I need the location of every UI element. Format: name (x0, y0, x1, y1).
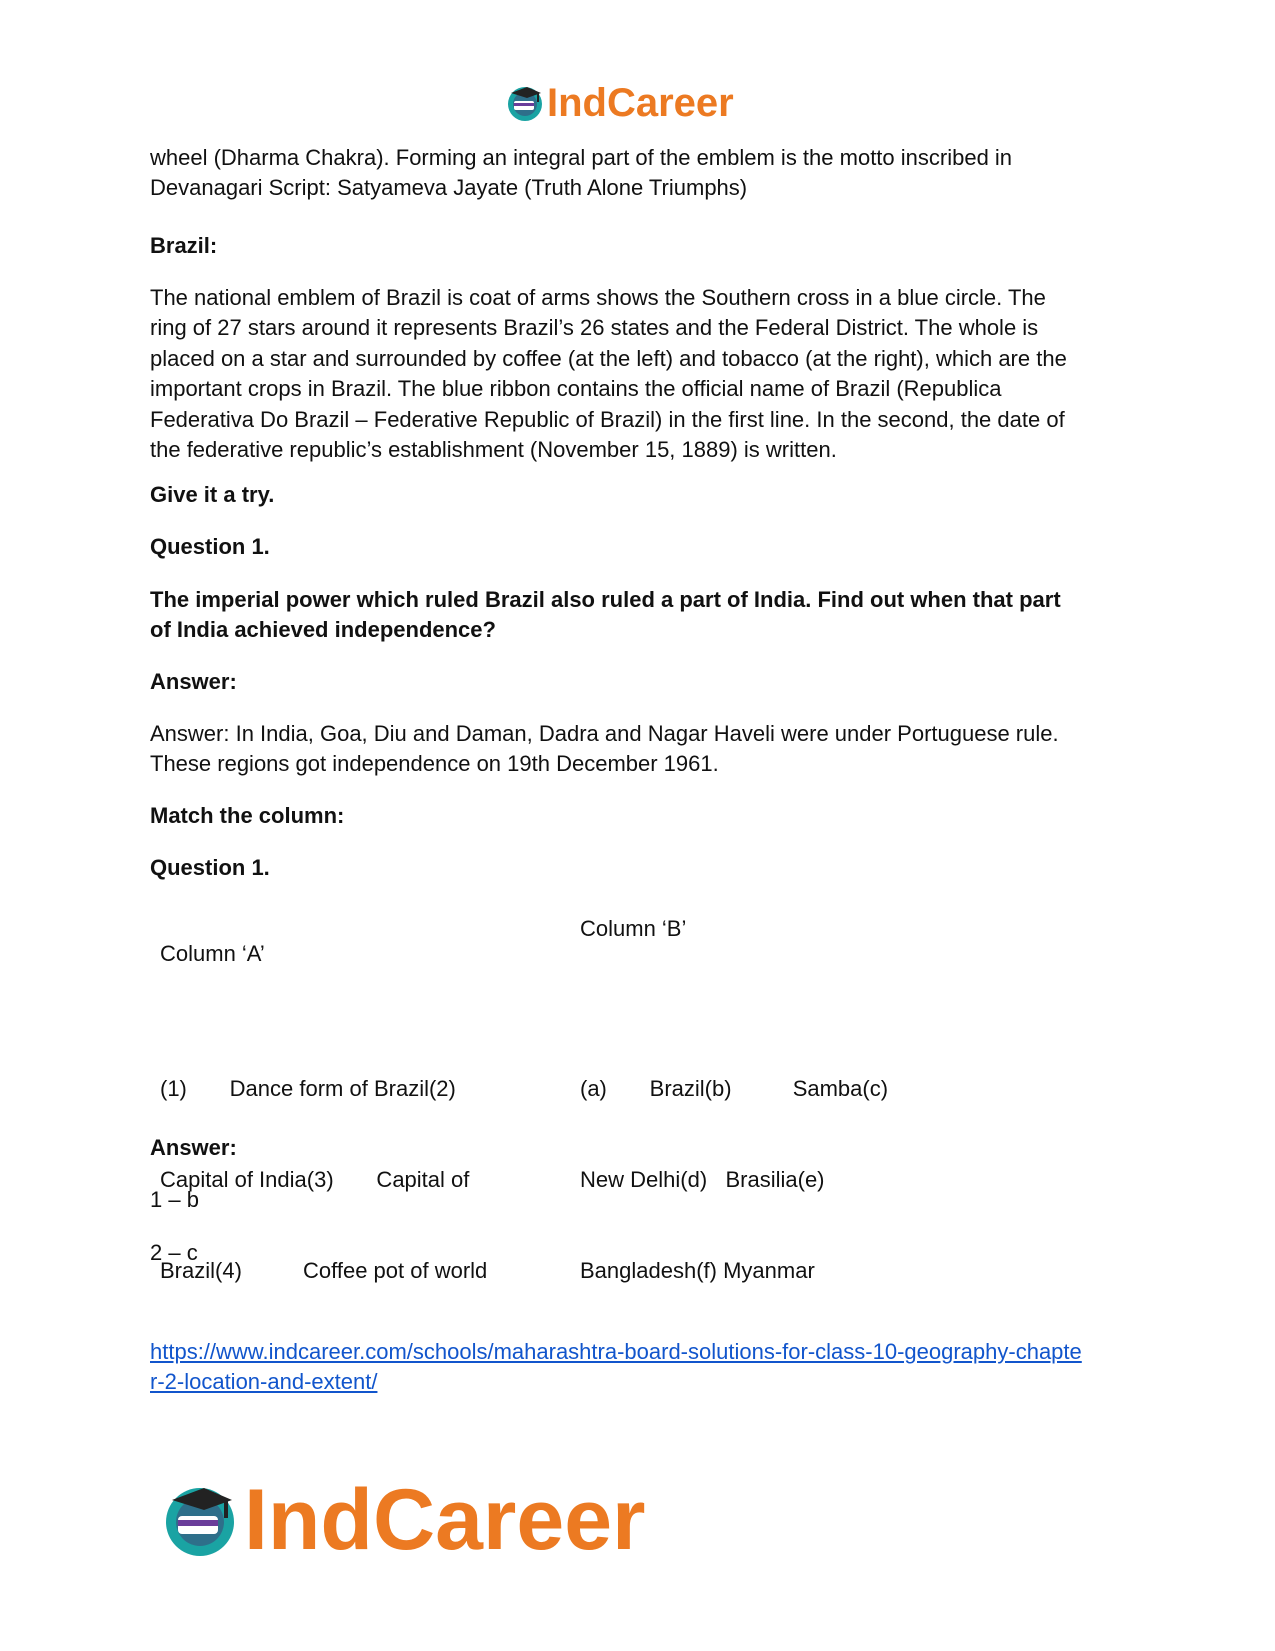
brazil-line: placed on a star and surrounded by coffee (at the left) and tobacco (at the right), which are the (150, 345, 1067, 371)
column-b-line: (a) Brazil(b) Samba(c) (580, 1075, 889, 1101)
brazil-line: Federativa Do Brazil – Federative Republic of Brazil) in the first line. In the second, the date of (150, 406, 1065, 432)
question-1-label: Question 1. (150, 534, 270, 559)
footer-link-line-1[interactable]: https://www.indcareer.com/schools/maharashtra-board-solutions-for-class-10-geography-chapte (150, 1339, 1082, 1364)
give-it-a-try-heading: Give it a try. (150, 482, 275, 507)
column-a-line: Brazil(4) Coffee pot of world (160, 1258, 488, 1284)
answer-paragraph (150, 719, 1135, 780)
brazil-line: the federative republic’s establishment (November 15, 1889) is written. (150, 437, 837, 463)
answer-label: Answer: (150, 669, 237, 694)
answer-item: 1 – b (150, 1187, 199, 1212)
answer-2-label: Answer: (150, 1135, 237, 1160)
column-a-header: Column ‘A’ (160, 941, 265, 966)
indcareer-logo-bottom (160, 1470, 646, 1570)
question-1b-label: Question 1. (150, 855, 270, 880)
column-a-line: Capital of India(3) Capital of (160, 1167, 470, 1193)
answer-line: These regions got independence on 19th December 1961. (150, 751, 719, 777)
intro-line-2: Devanagari Script: Satyameva Jayate (Truth Alone Triumphs) (150, 175, 748, 201)
brazil-paragraph (150, 283, 1135, 465)
question-line: The imperial power which ruled Brazil also ruled a part of India. Find out when that part (150, 587, 1061, 612)
logo-text: IndCareer (547, 80, 734, 125)
brazil-line: important crops in Brazil. The blue ribbon contains the official name of Brazil (Republica (150, 376, 1002, 402)
column-b-line: New Delhi(d) Brasilia(e) (580, 1167, 825, 1193)
question-line: of India achieved independence? (150, 617, 496, 643)
intro-paragraph (150, 143, 1135, 204)
indcareer-logo-top (505, 78, 734, 128)
column-b-line: Bangladesh(f) Myanmar (580, 1258, 815, 1284)
logo-text: IndCareer (244, 1471, 646, 1568)
match-column-heading: Match the column: (150, 803, 345, 828)
intro-line-1: wheel (Dharma Chakra). Forming an integral part of the emblem is the motto inscribed in (150, 145, 1013, 170)
column-b-items (580, 1013, 888, 1347)
brazil-line: The national emblem of Brazil is coat of arms shows the Southern cross in a blue circle. The (150, 285, 1046, 310)
column-a-line: (1) Dance form of Brazil(2) (160, 1075, 456, 1101)
footer-link-line-2[interactable]: r-2-location-and-extent/ (150, 1369, 378, 1395)
column-a-items (160, 1013, 487, 1347)
graduation-globe-icon (160, 1480, 240, 1560)
answer-line: Answer: In India, Goa, Diu and Daman, Dadra and Nagar Haveli were under Portuguese rule. (150, 721, 1059, 746)
brazil-line: ring of 27 stars around it represents Brazil’s 26 states and the Federal District. The whole is (150, 315, 1039, 341)
question-1-text (150, 585, 1135, 646)
footer-link-block (150, 1337, 1135, 1398)
graduation-globe-icon (505, 83, 545, 123)
brazil-heading: Brazil: (150, 233, 218, 258)
column-b-header: Column ‘B’ (580, 916, 687, 941)
answer-item: 2 – c (150, 1240, 198, 1265)
